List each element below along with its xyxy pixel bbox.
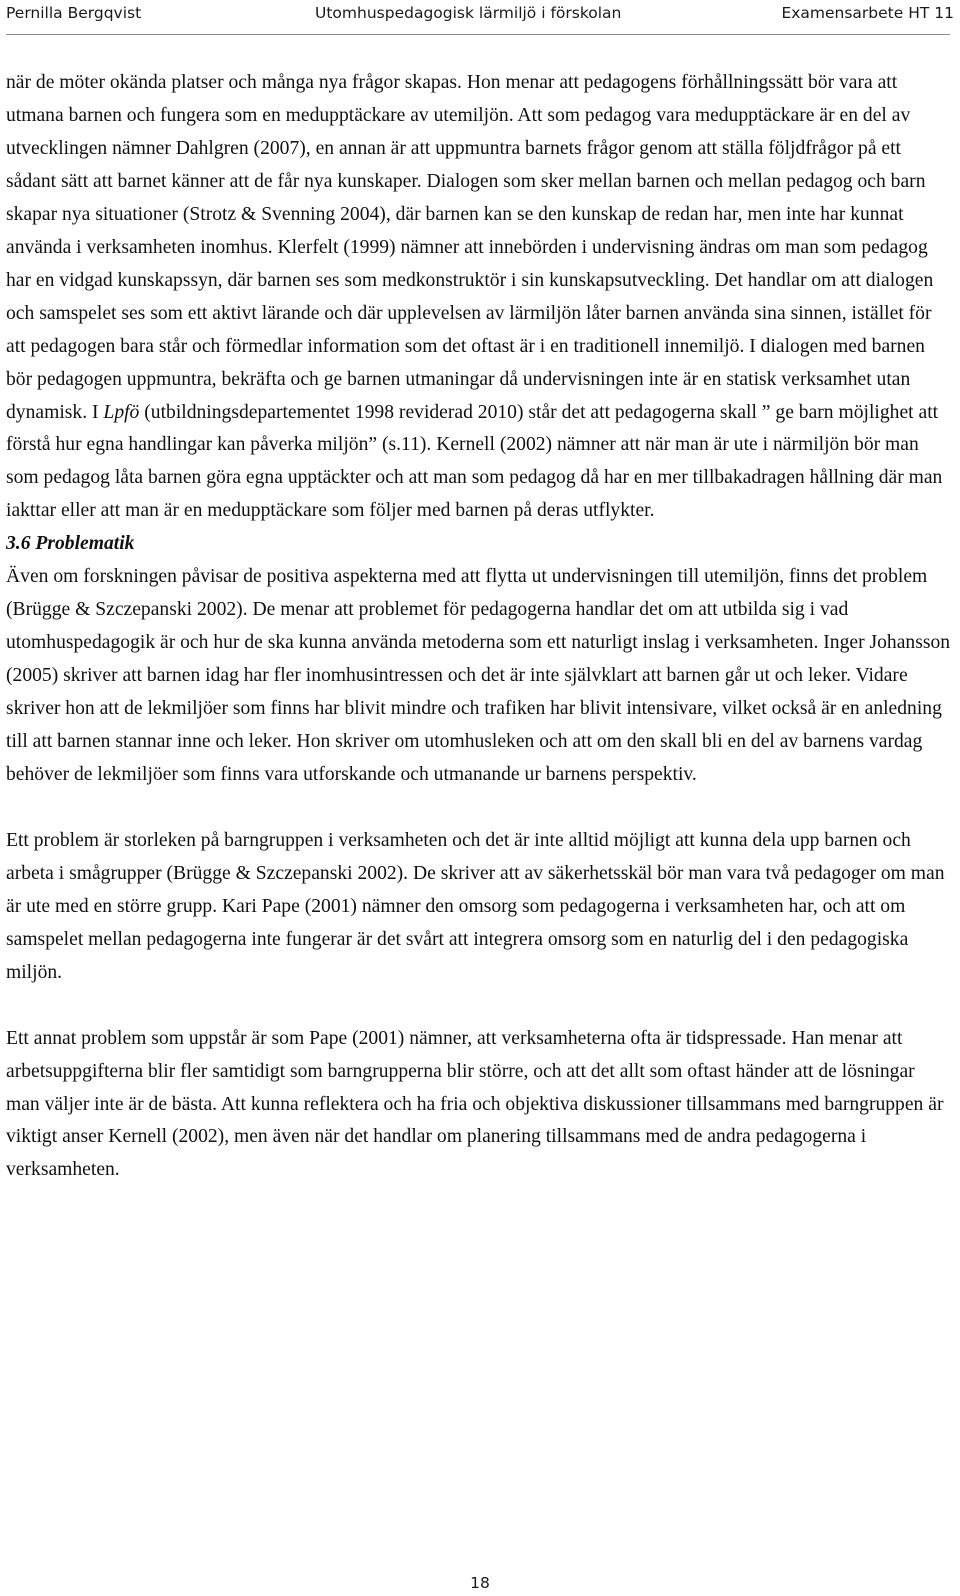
lpfo-reference: Lpfö [103, 401, 140, 423]
paragraph-group-size: Ett problem är storleken på barngruppen i verksamheten och det är inte alltid möjligt att kunna dela upp barnen och arbeta i smågrupper (Brügge & Szczepanski 2002). De skriver att av säkerhetsskäl bör man vara två pedagoger om man är ute med en större grupp. Kari Pape (2001) nämner den omsorg som pedagogerna i verksamheten har, och att om samspelet mellan pedagogerna inte fungerar är det svårt att integrera omsorg som en naturlig del i den pedagogiska miljön. [6, 829, 945, 983]
paragraph-spacer [6, 792, 951, 825]
header-course: Examensarbete HT 11 [781, 4, 954, 22]
paragraph-spacer [6, 990, 951, 1023]
section-heading: 3.6 Problematik [6, 533, 135, 555]
header-title: Utomhuspedagogisk lärmiljö i förskolan [315, 4, 622, 22]
header-divider [6, 34, 950, 35]
page-number: 18 [470, 1574, 490, 1592]
paragraph-dialog-text: när de möter okända platser och många nya frågor skapas. Hon menar att pedagogens förhållningssätt bör vara att utmana barnen och fungera som en medupptäckare av utemiljön. Att som pedagog vara medupptäckare är en del av utvecklingen nämner Dahlgren (2007), en annan är att uppmuntra barnets frågor genom att ställa följdfrågor på ett sådant sätt att barnet känner att de får nya kunskaper. Dialogen som sker mellan barnen och mellan pedagog och barn skapar nya situationer (Strotz & Svenning 2004), där barnen kan se den kunskap de redan har, men inte har kunnat använda i verksamheten inomhus. Klerfelt (1999) nämner att innebörden i undervisning ändras om man som pedagog har en vidgad kunskapssyn, där barnen ses som medkonstruktör i sin kunskapsutveckling. Det handlar om att dialogen och samspelet ses som ett aktivt lärande och där upplevelsen av lärmiljön låter barnen använda sina sinnen, istället för att pedagogen bara står och förmedlar information som det oftast är i en traditionell innemiljö. I dialogen med barnen bör pedagogen uppmuntra, bekräfta och ge barnen utmaningar då undervisningen inte är en statisk verksamhet utan dynamisk. I [6, 72, 934, 423]
document-body [6, 67, 951, 1187]
header-author: Pernilla Bergqvist [6, 4, 142, 22]
paragraph-dialog [6, 67, 951, 528]
paragraph-time-pressure: Ett annat problem som uppstår är som Pape (2001) nämner, att verksamheterna ofta är tidspressade. Han menar att arbetsuppgifterna blir fler samtidigt som barngrupperna blir större, och att det allt som oftast händer att de lösningar man väljer inte är de bästa. Att kunna reflektera och ha fria och objektiva diskussioner tillsammans med barngruppen är viktigt anser Kernell (2002), men även när det handlar om planering tillsammans med de andra pedagogerna i verksamheten. [6, 1027, 944, 1181]
paragraph-dialog-text-cont: (utbildningsdepartementet 1998 reviderad 2010) står det att pedagogerna skall ” ge barn möjlighet att förstå hur egna handlingar kan påverka miljön” (s.11). Kernell (2002) nämner att när man är ute i närmiljön bör man som pedagog låta barnen göra egna upptäckter och att man som pedagog då har en mer tillbakadragen hållning där man iakttar eller att man är en medupptäckare som följer med barnen på deras utflykter. [6, 401, 943, 522]
paragraph-problem-intro: Även om forskningen påvisar de positiva aspekterna med att flytta ut undervisningen till utemiljön, finns det problem (Brügge & Szczepanski 2002). De menar att problemet för pedagogerna handlar det om att utbilda sig i vad utomhuspedagogik är och hur de ska kunna använda metoderna som ett naturligt inslag i verksamheten. Inger Johansson (2005) skriver att barnen idag har fler inomhusintressen och det är inte självklart att barnen går ut och leker. Vidare skriver hon att de lekmiljöer som finns har blivit mindre och trafiken har blivit intensivare, vilket också är en anledning till att barnen stannar inne och leker. Hon skriver om utomhusleken och att om den skall bli en del av barnens vardag behöver de lekmiljöer som finns vara utforskande och utmanande ur barnens perspektiv. [6, 566, 951, 786]
page-header [6, 0, 954, 30]
